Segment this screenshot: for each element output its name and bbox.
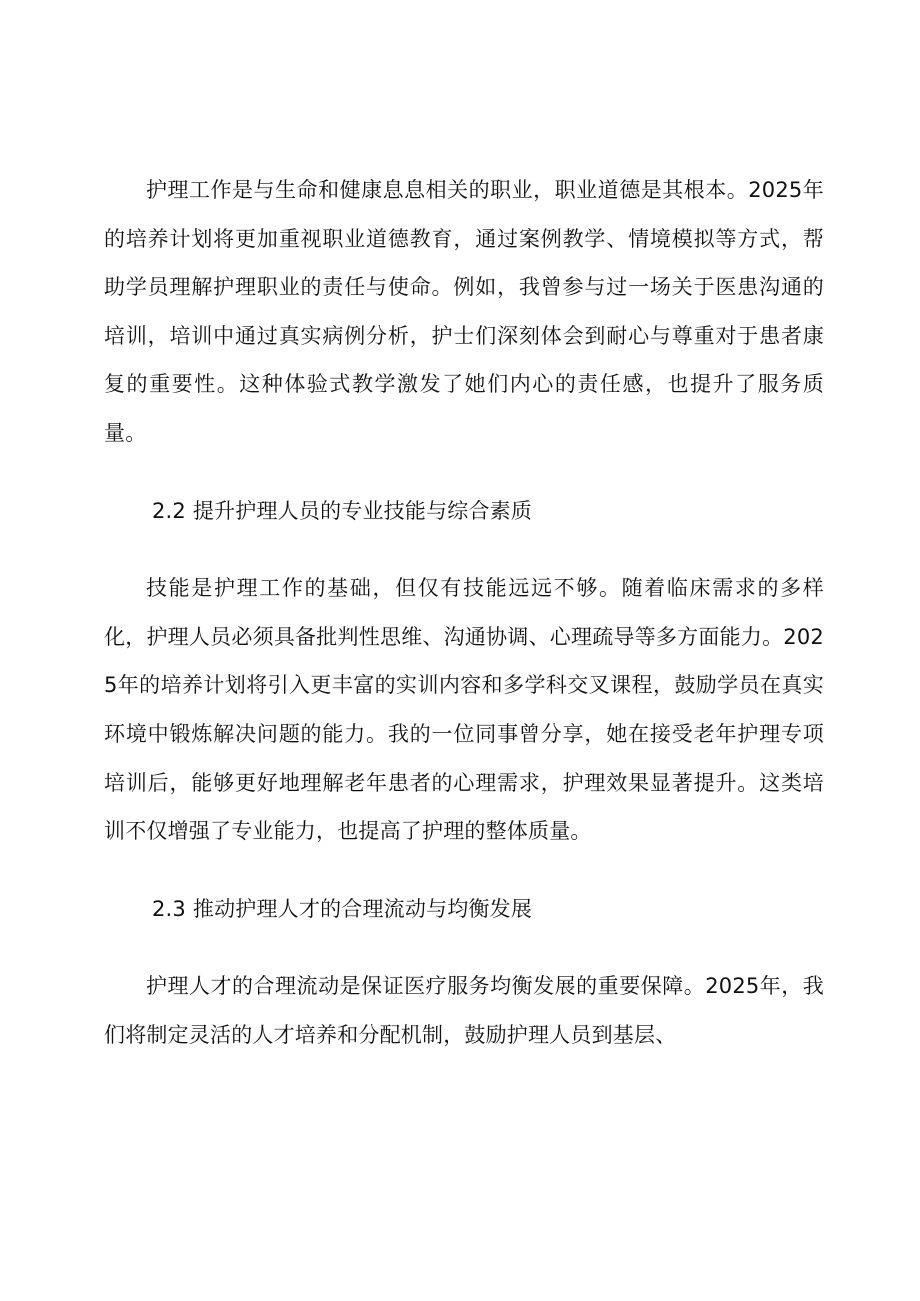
document-body <box>104 166 824 1060</box>
paragraph-gap <box>104 856 824 885</box>
section-heading-2-2: 2.2 提升护理人员的专业技能与综合素质 <box>152 498 533 523</box>
paragraph-gap <box>104 458 824 487</box>
section-heading-2-3: 2.3 推动护理人才的合理流动与均衡发展 <box>152 896 533 921</box>
paragraph-professional-ethics: 护理工作是与生命和健康息息相关的职业，职业道德是其根本。2025年的培养计划将更加重视职业道德教育，通过案例教学、情境模拟等方式，帮助学员理解护理职业的责任与使命。例如，我曾参与过一场关于医患沟通的培训，培训中通过真实病例分析，护士们深刻体会到耐心与尊重对于患者康复的重要性。这种体验式教学激发了她们内心的责任感，也提升了服务质量。 <box>104 178 824 445</box>
paragraph-gap <box>104 933 824 962</box>
paragraph-professional-skills: 技能是护理工作的基础，但仅有技能远远不够。随着临床需求的多样化，护理人员必须具备批判性思维、沟通协调、心理疏导等多方面能力。2025年的培养计划将引入更丰富的实训内容和多学科交叉课程，鼓励学员在真实环境中锻炼解决问题的能力。我的一位同事曾分享，她在接受老年护理专项培训后，能够更好地理解老年患者的心理需求，护理效果显著提升。这类培训不仅增强了专业能力，也提高了护理的整体质量。 <box>104 576 824 844</box>
paragraph-gap <box>104 535 824 564</box>
paragraph-talent-flow: 护理人才的合理流动是保证医疗服务均衡发展的重要保障。2025年，我们将制定灵活的人才培养和分配机制，鼓励护理人员到基层、 <box>104 974 824 1047</box>
